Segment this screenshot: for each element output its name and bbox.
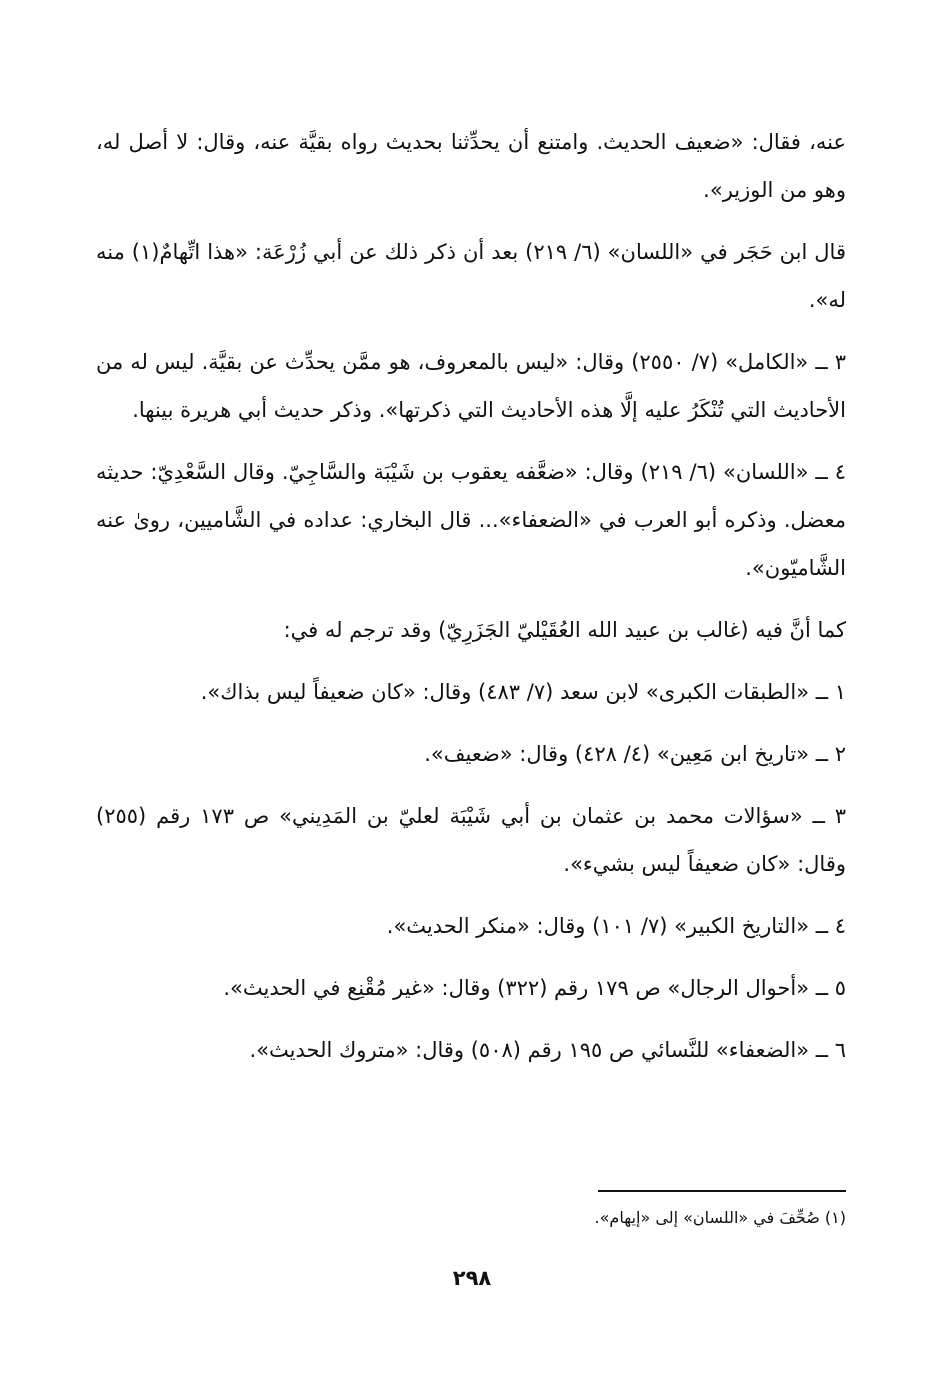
main-text [96, 118, 846, 1088]
paragraph-5: كما أنَّ فيه (غالب بن عبيد الله العُقَيْليّ الجَزَرِيّ) وقد ترجم له في: [283, 618, 846, 642]
paragraph-11: ٦ ــ «الضعفاء» للنَّسائي ص ١٩٥ رقم (٥٠٨) وقال: «متروك الحديث». [249, 1038, 846, 1062]
paragraph-2: قال ابن حَجَر في «اللسان» (٦/ ٢١٩) بعد أن ذكر ذلك عن أبي زُرْعَة: «هذا اتِّهامٌ(١) منه له». [96, 240, 846, 312]
paragraph-4: ٤ ــ «اللسان» (٦/ ٢١٩) وقال: «ضعَّفه يعقوب بن شَيْبَة والسَّاجِيّ. وقال السَّعْدِيّ: حديثه معضل. وذكره أبو العرب في «الضعفاء»... قال البخاري: عداده في الشَّاميين، روىٰ عنه الشَّاميّون». [96, 460, 846, 580]
paragraph-1: عنه، فقال: «ضعيف الحديث. وامتنع أن يحدِّثنا بحديث رواه بقيَّة عنه، وقال: لا أصل له، وهو من الوزير». [96, 130, 846, 202]
paragraph-10: ٥ ــ «أحوال الرجال» ص ١٧٩ رقم (٣٢٢) وقال: «غير مُقْنِع في الحديث». [223, 976, 846, 1000]
footnote: (١) صُحِّفَ في «اللسان» إلى «إيهام». [594, 1208, 846, 1227]
paragraph-8: ٣ ــ «سؤالات محمد بن عثمان بن أبي شَيْبَة لعليّ بن المَدِيني» ص ١٧٣ رقم (٢٥٥) وقال: «كان ضعيفاً ليس بشيء». [96, 804, 847, 876]
paragraph-3: ٣ ــ «الكامل» (٧/ ٢٥٥٠) وقال: «ليس بالمعروف، هو ممَّن يحدِّث عن بقيَّة. ليس له من الأحاديث التي تُنْكَرُ عليه إلَّا هذه الأحاديث التي ذكرتها». وذكر حديث أبي هريرة بينها. [96, 350, 846, 422]
page-number: ٢٩٨ [452, 1266, 492, 1290]
paragraph-7: ٢ ــ «تاريخ ابن مَعِين» (٤/ ٤٢٨) وقال: «ضعيف». [424, 742, 846, 766]
footnote-divider [598, 1190, 846, 1192]
paragraph-6: ١ ــ «الطبقات الكبرى» لابن سعد (٧/ ٤٨٣) وقال: «كان ضعيفاً ليس بذاك». [200, 680, 846, 704]
paragraph-9: ٤ ــ «التاريخ الكبير» (٧/ ١٠١) وقال: «منكر الحديث». [386, 914, 846, 938]
